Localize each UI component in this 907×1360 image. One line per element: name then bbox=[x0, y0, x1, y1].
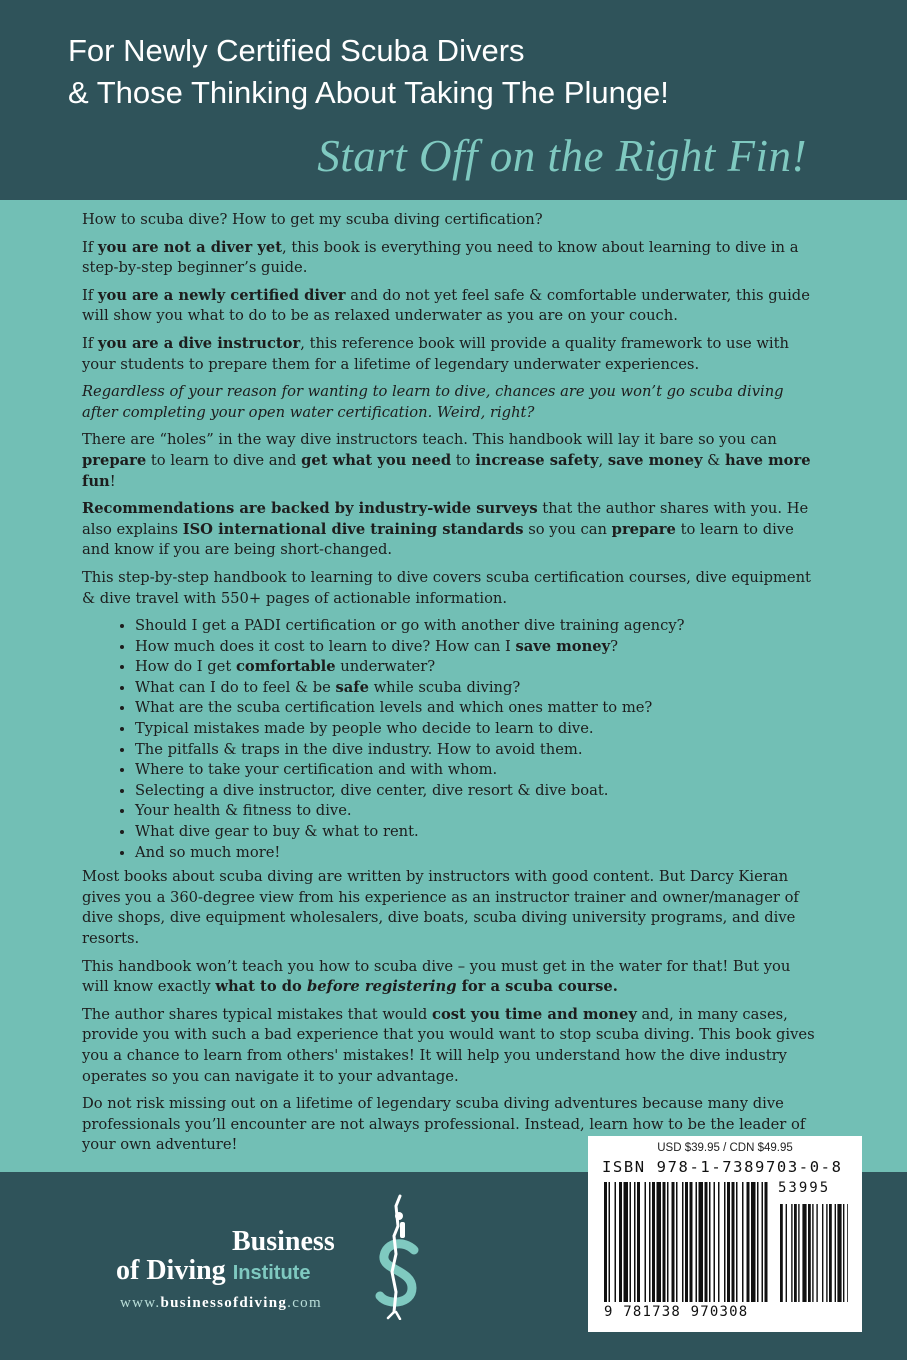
barcode-bar bbox=[718, 1182, 720, 1302]
barcode-bar bbox=[667, 1182, 669, 1302]
list-item: • Your health & fitness to dive. bbox=[135, 801, 817, 822]
list-item: • Typical mistakes made by people who decide to learn to dive. bbox=[135, 719, 817, 740]
barcode-bar bbox=[762, 1182, 764, 1302]
barcode-bars bbox=[604, 1182, 848, 1302]
barcode-bar bbox=[742, 1182, 744, 1302]
barcode-bar bbox=[765, 1182, 768, 1302]
description-body bbox=[82, 210, 817, 1163]
list-item: • What can I do to feel & be safe while scuba diving? bbox=[135, 678, 817, 699]
barcode-bar bbox=[798, 1204, 799, 1302]
barcode-bar bbox=[794, 1204, 797, 1302]
barcode-bar bbox=[624, 1182, 629, 1302]
italic-paragraph: Regardless of your reason for wanting to learn to dive, chances are you won’t go scuba diving after completing your open water certification. Weird, right? bbox=[82, 383, 784, 421]
barcode-bar bbox=[812, 1204, 813, 1302]
paragraph-not-diver: If you are not a diver yet, this book is everything you need to know about learning to dive in a step-by-step beginner’s guide. bbox=[82, 238, 799, 277]
paragraph-handbook: This handbook won’t teach you how to scuba dive – you must get in the water for that! But you will know exactly what to do before registering for a scuba course. bbox=[82, 957, 791, 996]
list-item: • What are the scuba certification levels and which ones matter to me? bbox=[135, 698, 817, 719]
addon-code: 53995 bbox=[778, 1180, 831, 1196]
tagline: Start Off on the Right Fin! bbox=[317, 131, 807, 181]
barcode-bar bbox=[780, 1204, 783, 1302]
barcode-bar bbox=[808, 1204, 811, 1302]
barcode-bar bbox=[663, 1182, 666, 1302]
barcode-bar bbox=[843, 1204, 844, 1302]
barcode-bar bbox=[604, 1182, 607, 1302]
barcode-bar bbox=[786, 1204, 787, 1302]
barcode-bar bbox=[630, 1182, 632, 1302]
barcode-bar bbox=[672, 1182, 675, 1302]
barcode-bar bbox=[826, 1204, 827, 1302]
barcode-bar bbox=[709, 1182, 711, 1302]
barcode-bar bbox=[757, 1182, 759, 1302]
paragraph-surveys: Recommendations are backed by industry-wide surveys that the author shares with you. He also explains ISO international dive training standards so you can prepare to learn to dive and know if you are being short-changed. bbox=[82, 500, 809, 559]
list-item: • Selecting a dive instructor, dive center, dive resort & dive boat. bbox=[135, 781, 817, 802]
barcode-bar bbox=[791, 1204, 792, 1302]
barcode-bar bbox=[696, 1182, 698, 1302]
barcode-bar bbox=[649, 1182, 651, 1302]
list-item: • How do I get comfortable underwater? bbox=[135, 657, 817, 678]
list-item: • What dive gear to buy & what to rent. bbox=[135, 822, 817, 843]
barcode-bar bbox=[690, 1182, 693, 1302]
barcode-bar bbox=[835, 1204, 836, 1302]
barcode-panel bbox=[588, 1136, 862, 1332]
barcode-bar bbox=[829, 1204, 832, 1302]
list-item: • How much does it cost to learn to dive? How can I save money? bbox=[135, 637, 817, 658]
barcode-bar bbox=[847, 1204, 848, 1302]
headline-line-2: & Those Thinking About Taking The Plunge! bbox=[68, 75, 669, 110]
header-band bbox=[0, 0, 907, 200]
barcode-bar bbox=[657, 1182, 662, 1302]
diver-dollar-icon bbox=[374, 1192, 422, 1320]
paragraph-newly-certified: If you are a newly certified diver and do not yet feel safe & comfortable underwater, this guide will show you what to do to be as relaxed underwater as you are on your couch. bbox=[82, 286, 810, 325]
logo-institute: Institute bbox=[232, 1262, 311, 1284]
barcode-bar bbox=[699, 1182, 704, 1302]
barcode-bar bbox=[615, 1182, 617, 1302]
publisher-logo bbox=[112, 1192, 422, 1320]
barcode-bar bbox=[747, 1182, 750, 1302]
barcode-bar bbox=[751, 1182, 756, 1302]
logo-business: Business bbox=[232, 1226, 335, 1257]
intro-paragraph: How to scuba dive? How to get my scuba diving certification? bbox=[82, 211, 543, 228]
barcode-bar bbox=[727, 1182, 730, 1302]
barcode-bar bbox=[609, 1182, 611, 1302]
barcode-bar bbox=[724, 1182, 726, 1302]
paragraph-coverage: This step-by-step handbook to learning to dive covers scuba certification courses, dive equipment & dive travel with 550+ pages of actionable information. bbox=[82, 568, 811, 607]
barcode-bar bbox=[822, 1204, 823, 1302]
barcode-bar bbox=[676, 1182, 678, 1302]
paragraph-instructor: If you are a dive instructor, this reference book will provide a quality framework to use with your students to prepare them for a lifetime of legendary underwater experiences. bbox=[82, 334, 789, 373]
paragraph-closing: Do not risk missing out on a lifetime of legendary scuba diving adventures because many dive professionals you’ll encounter are not always professional. Instead, learn how to be the leader of your own adventure! bbox=[82, 1095, 806, 1154]
ean-number: 9 781738 970308 bbox=[604, 1304, 749, 1320]
paragraph-holes: There are “holes” in the way dive instructors teach. This handbook will lay it bare so you can prepare to learn to dive and get what you need to increase safety, save money & have more fun! bbox=[82, 431, 811, 490]
barcode-bar bbox=[682, 1182, 684, 1302]
headline-line-1: For Newly Certified Scuba Divers bbox=[68, 33, 525, 68]
list-item: • And so much more! bbox=[135, 843, 817, 864]
barcode-bar bbox=[732, 1182, 735, 1302]
list-item: • The pitfalls & traps in the dive industry. How to avoid them. bbox=[135, 740, 817, 761]
publisher-url: www.businessofdiving.com bbox=[120, 1295, 322, 1311]
paragraph-author: Most books about scuba diving are written by instructors with good content. But Darcy Kieran gives you a 360-degree view from his experience as an instructor trainer and owner/manager of dive shops, dive equipment wholesalers, dive boats, scuba diving university programs, and dive resorts. bbox=[82, 868, 799, 947]
list-item: • Where to take your certification and with whom. bbox=[135, 760, 817, 781]
price-label: USD $39.95 / CDN $49.95 bbox=[657, 1142, 793, 1154]
barcode-bar bbox=[685, 1182, 688, 1302]
paragraph-mistakes: The author shares typical mistakes that would cost you time and money and, in many cases, provide you with such a bad experience that you would want to stop scuba diving. This book gives you a chance to learn from others' mistakes! It will help you understand how the dive industry operates so you can navigate it to your advantage. bbox=[82, 1005, 815, 1085]
question-list bbox=[82, 616, 817, 863]
logo-of-diving: of Diving Institute bbox=[116, 1255, 311, 1286]
barcode-bar bbox=[816, 1204, 817, 1302]
barcode-bar bbox=[619, 1182, 622, 1302]
barcode-bar bbox=[714, 1182, 716, 1302]
list-item: • Should I get a PADI certification or go with another dive training agency? bbox=[135, 616, 817, 637]
barcode-bar bbox=[837, 1204, 841, 1302]
barcode-bar bbox=[705, 1182, 708, 1302]
barcode-bar bbox=[634, 1182, 636, 1302]
barcode-bar bbox=[802, 1204, 806, 1302]
barcode-bar bbox=[736, 1182, 738, 1302]
barcode-bar bbox=[637, 1182, 640, 1302]
headline bbox=[68, 30, 669, 114]
barcode-bar bbox=[652, 1182, 655, 1302]
barcode-bar bbox=[645, 1182, 647, 1302]
isbn-label: ISBN 978-1-7389703-0-8 bbox=[602, 1158, 843, 1176]
